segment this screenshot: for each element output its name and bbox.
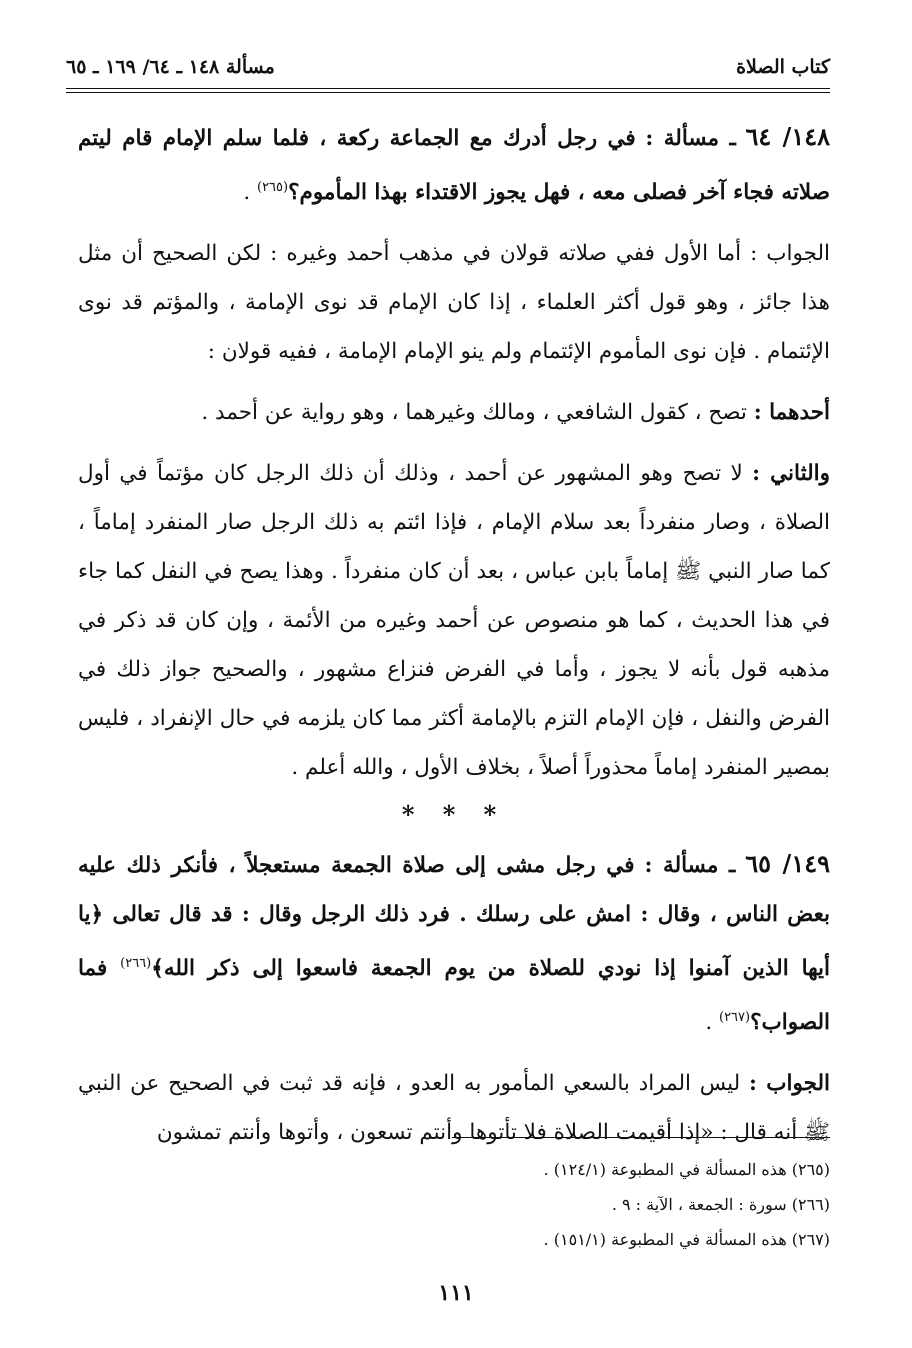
question-end: . bbox=[705, 1010, 719, 1036]
question-number: ١٤٩/ ٦٥ bbox=[745, 849, 830, 879]
running-question-range: مسألة ١٤٨ ـ ٦٤/ ١٦٩ ـ ٦٥ bbox=[66, 56, 275, 78]
answer-label: الجواب : bbox=[748, 1071, 830, 1097]
page-number: ١١١ bbox=[438, 1280, 474, 1306]
first-view-label: أحدهما : bbox=[753, 400, 830, 426]
answer-148-intro: الجواب : أما الأول ففي صلاته قولان في مذهب أحمد وغيره : لكن الصحيح أن مثل هذا جائز ، وهو قول أكثر العلماء ، إذا كان الإمام قد نوى الإمامة ، والمؤتم قد نوى الإئتمام . فإن نوى المأموم الإئتمام ولم ينو الإمام الإمامة ، ففيه قولان : bbox=[78, 241, 830, 365]
header-divider-thin bbox=[66, 92, 830, 93]
footnote-267: (٢٦٧) هذه المسألة في المطبوعة (١٥١/١) . bbox=[543, 1230, 830, 1249]
footnotes bbox=[100, 1152, 830, 1257]
footnote-ref-267: (٢٦٧) bbox=[718, 1010, 751, 1026]
book-section-title: كتاب الصلاة bbox=[736, 56, 830, 78]
header-divider bbox=[66, 88, 830, 89]
answer-text: ليس المراد بالسعي المأمور به العدو ، فإنه قد ثبت في الصحيح عن النبي ﷺ أنه قال : «إذا أقيمت الصلاة فلا تأتوها وأنتم تسعون ، وأتوها وأنتم تمشون bbox=[78, 1071, 830, 1146]
question-label: ـ مسألة : bbox=[645, 126, 736, 151]
answer-148-second-view bbox=[78, 449, 830, 792]
answer-149 bbox=[78, 1059, 830, 1157]
second-view-label: والثاني : bbox=[752, 461, 830, 487]
first-view-text: تصح ، كقول الشافعي ، ومالك وغيرهما ، وهو رواية عن أحمد . bbox=[201, 400, 754, 426]
question-text: في رجل مشى إلى صلاة الجمعة مستعجلاً ، فأنكر ذلك عليه بعض الناس ، وقال : امش على رسلك . فرد ذلك الرجل وقال : قد قال تعالى ﴿يا أيها الذين آمنوا إذا نودي للصلاة من يوم الجمعة فاسعوا إلى ذكر الله﴾ bbox=[78, 853, 830, 982]
footnote-divider bbox=[452, 1137, 830, 1138]
question-end-text: فما الصواب؟ bbox=[78, 956, 830, 1036]
question-end: . bbox=[243, 180, 257, 206]
footnote-ref-265: (٢٦٥) bbox=[256, 180, 289, 195]
answer-148-first-view bbox=[78, 388, 830, 437]
second-view-text: لا تصح وهو المشهور عن أحمد ، وذلك أن ذلك الرجل كان مؤتماً في أول الصلاة ، وصار منفرداً بعد سلام الإمام ، فإذا ائتم به ذلك الرجل صار المنفرد إماماً ، كما صار النبي ﷺ إماماً بابن عباس ، بعد أن كان منفرداً . وهذا يصح في النفل كما جاء في هذا الحديث ، كما هو منصوص عن أحمد وغيره من الأئمة ، وإن كان قد ذكر في مذهبه قول بأنه لا يجوز ، وأما في الفرض فنزاع مشهور ، والصحيح جواز ذلك في الفرض والنفل ، فإن الإمام التزم بالإمامة أكثر مما كان يلزمه في حال الإنفراد ، فليس بمصير المنفرد إماماً محذوراً أصلاً ، بخلاف الأول ، والله أعلم . bbox=[78, 461, 830, 781]
footnote-ref-266: (٢٦٦) bbox=[120, 956, 152, 972]
page-body bbox=[78, 112, 830, 1157]
footnote-266: (٢٦٦) سورة : الجمعة ، الآية : ٩ . bbox=[611, 1195, 830, 1214]
question-text: في رجل أدرك مع الجماعة ركعة ، فلما سلم الإمام قام ليتم صلاته فجاء آخر فصلى معه ، فهل يجوز الاقتداء بهذا المأموم؟ bbox=[78, 126, 830, 206]
question-149 bbox=[78, 839, 830, 1047]
question-148 bbox=[78, 112, 830, 217]
question-label: ـ مسألة : bbox=[644, 853, 736, 879]
footnote-265: (٢٦٥) هذه المسألة في المطبوعة (١٢٤/١) . bbox=[543, 1160, 830, 1179]
running-header bbox=[66, 44, 830, 78]
section-separator: * * * bbox=[401, 800, 507, 830]
question-number: ١٤٨/ ٦٤ bbox=[745, 122, 830, 151]
